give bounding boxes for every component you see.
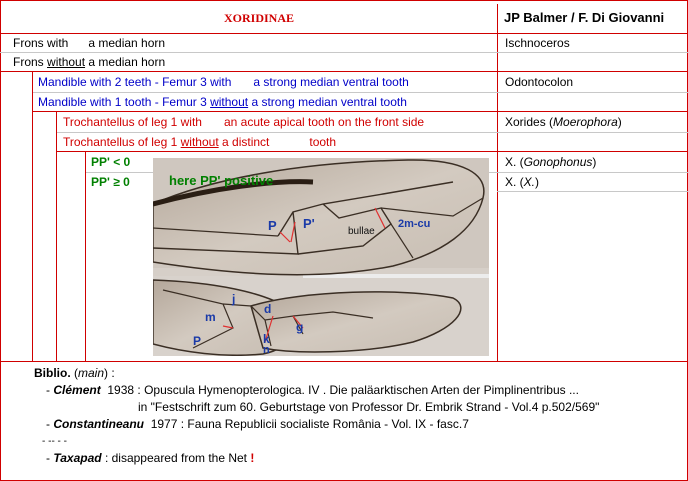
row-2-underlined: without [47, 55, 86, 69]
rule-6 [56, 151, 688, 152]
result-xorides-moerophora [505, 113, 622, 131]
biblio-heading: Biblio. (main) : [34, 366, 115, 380]
label-j: j [232, 292, 236, 306]
result-x-x [505, 173, 539, 191]
result-ischnoceros: Ischnoceros [505, 36, 570, 50]
row-5-result-italic: Moerophora [553, 115, 618, 129]
key-row-2 [13, 53, 165, 71]
biblio-author-constantineanu: Constantineanu [53, 417, 145, 431]
result-gonophonus [505, 153, 596, 171]
biblio-entry-clement: - Clément 1938 : Opuscula Hymenopterologica. IV . Die paläarktischen Arten der Pimplinentribus ... [46, 383, 579, 397]
rule-2 [0, 71, 688, 72]
biblio-year-clement: 1938 [107, 383, 135, 397]
row-3-right: a strong median ventral tooth [253, 75, 409, 89]
row-7-result-italic: Gonophonus [523, 155, 593, 169]
label-d: d [264, 302, 272, 316]
label-p-hindwing: P [193, 334, 202, 348]
key-row-1 [13, 34, 165, 52]
key-row-6 [63, 133, 336, 151]
indent-1 [32, 71, 33, 361]
label-p-prime: P' [303, 216, 315, 231]
figure-caption: here PP' positive [169, 173, 274, 188]
biblio-text-clement: : Opuscula Hymenopterologica. IV . Die paläarktischen Arten der Pimplinentribus ... [137, 383, 579, 397]
row-1-right: a median horn [88, 36, 166, 50]
wing-figure [153, 158, 489, 356]
row-5-right: an acute apical tooth on the front side [223, 115, 425, 129]
biblio-continuation: in "Festschrift zum 60. Geburtstage von Professor Dr. Embrik Strand - Vol.4 p.502/569" [138, 400, 600, 414]
border-left [0, 0, 1, 481]
row-7-result-end: ) [592, 155, 597, 169]
row-2-left: Frons [13, 55, 44, 69]
key-row-5 [63, 113, 424, 131]
key-row-pp-positive: PP' ≥ 0 [91, 175, 130, 189]
row-6-right: tooth [309, 135, 337, 149]
biblio-entry-taxapad: - Taxapad : disappeared from the Net ! [46, 451, 255, 465]
result-odontocolon: Odontocolon [505, 75, 574, 89]
family-title: XORIDINAE [224, 11, 295, 25]
row-6-underlined: without [180, 135, 219, 149]
column-divider [497, 4, 498, 361]
photo-seam [303, 274, 489, 278]
row-6-middle: a distinct [222, 135, 270, 149]
rule-4 [32, 111, 688, 112]
biblio-author-clement: Clément [53, 383, 101, 397]
row-5-left: Trochantellus of leg 1 with [63, 115, 202, 129]
label-n: n [263, 344, 270, 356]
row-8-result-end: ) [535, 175, 540, 189]
key-row-4 [38, 93, 407, 111]
row-1-left: Frons with [13, 36, 69, 50]
row-8-result-italic: X. [523, 175, 536, 189]
row-5-result-plain: Xorides ( [505, 115, 554, 129]
label-k: k [263, 332, 270, 346]
indent-2 [56, 111, 57, 361]
border-top [0, 0, 688, 1]
key-row-3 [38, 73, 409, 91]
authors: JP Balmer / F. Di Giovanni [504, 10, 665, 25]
row-4-left: Mandible with 1 tooth - Femur 3 [38, 95, 207, 109]
label-m: m [205, 310, 216, 324]
biblio-title: Biblio. [34, 366, 71, 380]
key-row-pp-negative: PP' < 0 [91, 155, 131, 169]
label-g: g [296, 320, 304, 334]
row-7-result-plain: X. ( [505, 155, 524, 169]
row-4-underlined: without [210, 95, 249, 109]
row-8-result-plain: X. ( [505, 175, 524, 189]
biblio-author-taxapad: Taxapad [53, 451, 102, 465]
indent-3 [85, 151, 86, 361]
row-4-right: a strong median ventral tooth [251, 95, 407, 109]
row-2-right: a median horn [88, 55, 166, 69]
biblio-text-constantineanu: : Fauna Republicii socialiste România - Vol. IX - fasc.7 [180, 417, 469, 431]
row-6-left: Trochantellus of leg 1 [63, 135, 178, 149]
biblio-entry-constantineanu: - Constantineanu 1977 : Fauna Republicii socialiste România - Vol. IX - fasc.7 [46, 417, 469, 431]
exclamation-mark: ! [250, 451, 255, 465]
rule-8 [497, 191, 688, 192]
biblio-separator: - -- - - [42, 436, 67, 447]
label-2m-cu: 2m-cu [398, 218, 431, 230]
row-5-result-end: ) [617, 115, 622, 129]
biblio-text-taxapad: : disappeared from the Net [104, 451, 248, 465]
biblio-main-label: main [78, 366, 105, 380]
biblio-year-constantineanu: 1977 [150, 417, 178, 431]
label-bullae: bullae [348, 226, 375, 237]
label-p: P [268, 218, 277, 233]
row-3-left: Mandible with 2 teeth - Femur 3 with [38, 75, 232, 89]
biblio-rule [0, 361, 688, 362]
